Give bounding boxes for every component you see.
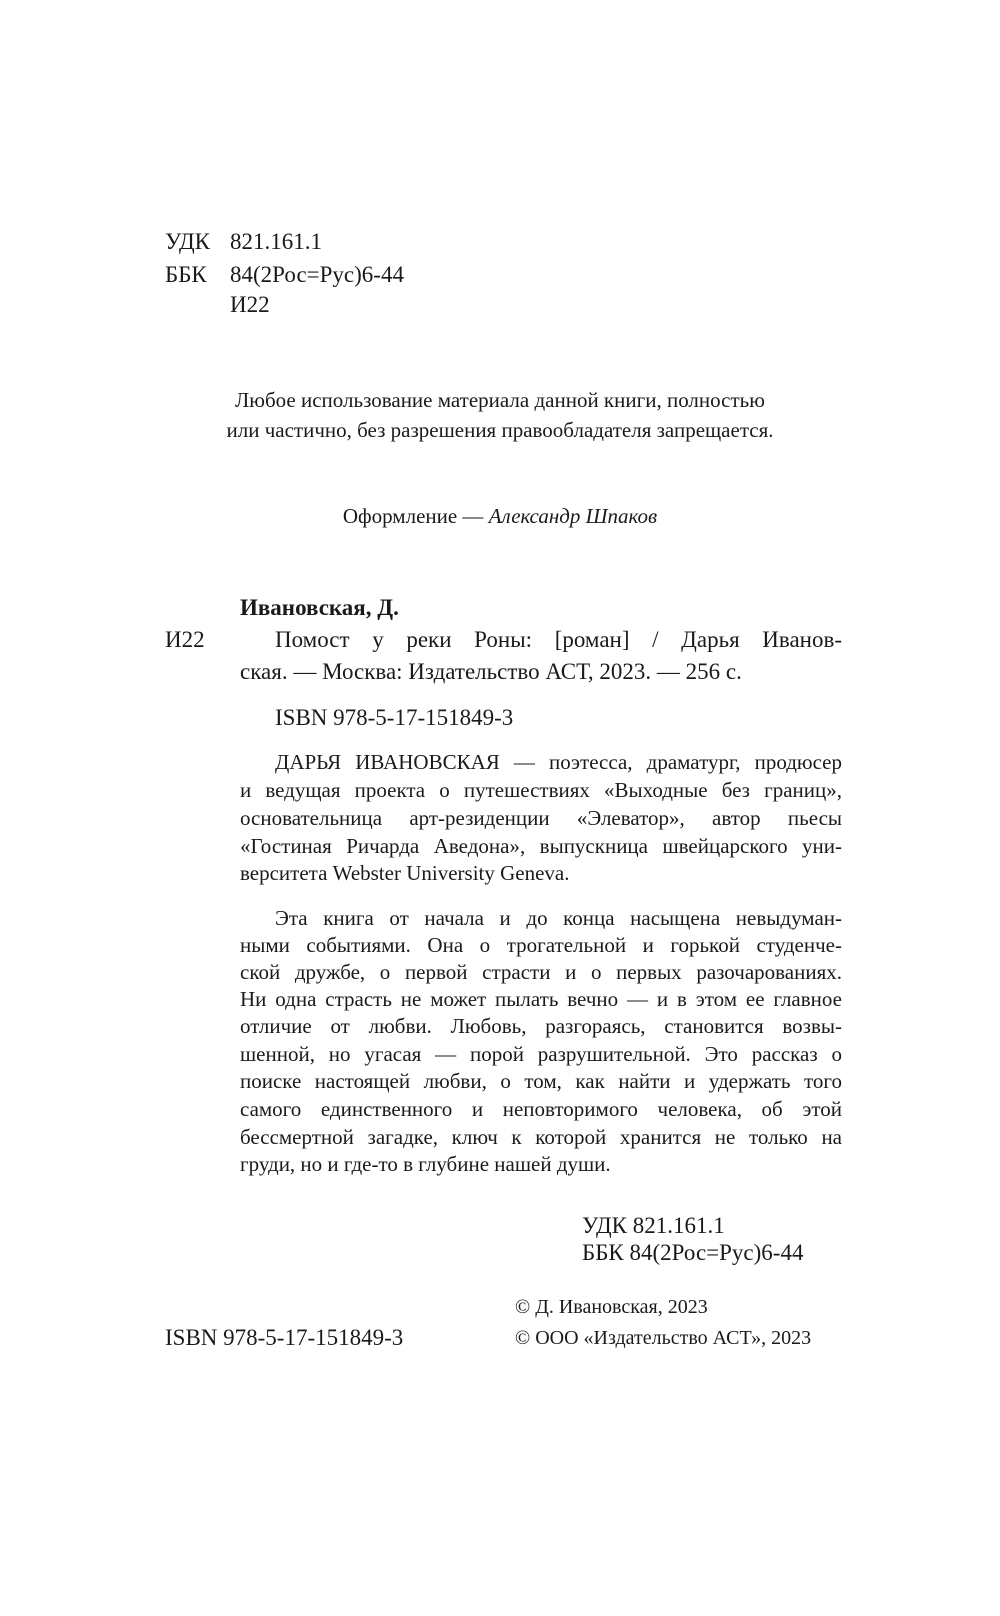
annotation-line: ской дружбе, о первой страсти и о первых разочарованиях. xyxy=(240,960,842,984)
catalog-author-mark: И22 xyxy=(165,627,205,652)
annotation-line: груди, но и где-то в глубине нашей души. xyxy=(240,1152,611,1176)
bbk-label: ББК xyxy=(165,262,207,287)
copyright-author: © Д. Ивановская, 2023 xyxy=(515,1296,708,1318)
bio-line: и ведущая проекта о путешествиях «Выходные без границ», xyxy=(240,778,842,802)
bbk-value: 84(2Рос=Рус)6-44 xyxy=(230,262,404,287)
annotation-line: шенной, но угасая — порой разрушительной. Это рассказ о xyxy=(240,1042,842,1066)
design-credit-label: Оформление — xyxy=(342,504,484,528)
card-udk: УДК 821.161.1 xyxy=(582,1213,725,1238)
description-line: Помост у реки Роны: [роман] / Дарья Иванов- xyxy=(275,627,842,652)
annotation-line: отличие от любви. Любовь, разгораясь, становится возвы- xyxy=(240,1014,842,1038)
annotation-line: поиске настоящей любви, о том, как найти и удержать того xyxy=(240,1069,842,1093)
bio-line: основательница арт-резиденции «Элеватор», автор пьесы xyxy=(240,806,842,830)
bio-line: ДАРЬЯ ИВАНОВСКАЯ — поэтесса, драматург, продюсер xyxy=(275,750,842,774)
udk-value: 821.161.1 xyxy=(230,229,322,254)
description-line: ская. — Москва: Издательство АСТ, 2023. — 256 с. xyxy=(240,659,742,684)
bio-line: «Гостиная Ричарда Аведона», выпускница швейцарского уни- xyxy=(240,834,842,858)
udk-label: УДК xyxy=(165,229,210,254)
design-credit-name: Александр Шпаков xyxy=(488,504,658,528)
author-heading: Ивановская, Д. xyxy=(240,595,399,620)
annotation-line: Ни одна страсть не может пылать вечно — и в этом ее главное xyxy=(240,987,842,1011)
annotation-line: самого единственного и неповторимого человека, об этой xyxy=(240,1097,842,1121)
annotation-line: Эта книга от начала и до конца насыщена невыдуман- xyxy=(275,906,842,930)
card-bbk: ББК 84(2Рос=Рус)6-44 xyxy=(582,1240,804,1265)
catalog-isbn: ISBN 978-5-17-151849-3 xyxy=(275,705,514,730)
design-credit xyxy=(0,502,1000,530)
notice-line: Любое использование материала данной книги, полностью xyxy=(235,388,765,412)
author-mark: И22 xyxy=(230,292,270,317)
bio-line: верситета Webster University Geneva. xyxy=(240,861,570,885)
copyright-publisher: © ООО «Издательство АСТ», 2023 xyxy=(515,1327,812,1349)
notice-line: или частично, без разрешения правообладателя запрещается. xyxy=(226,418,774,442)
footer-isbn: ISBN 978-5-17-151849-3 xyxy=(165,1325,404,1350)
annotation-line: ными событиями. Она о трогательной и горькой студенче- xyxy=(240,933,842,957)
annotation-line: бессмертной загадке, ключ к которой хранится не только на xyxy=(240,1125,842,1149)
